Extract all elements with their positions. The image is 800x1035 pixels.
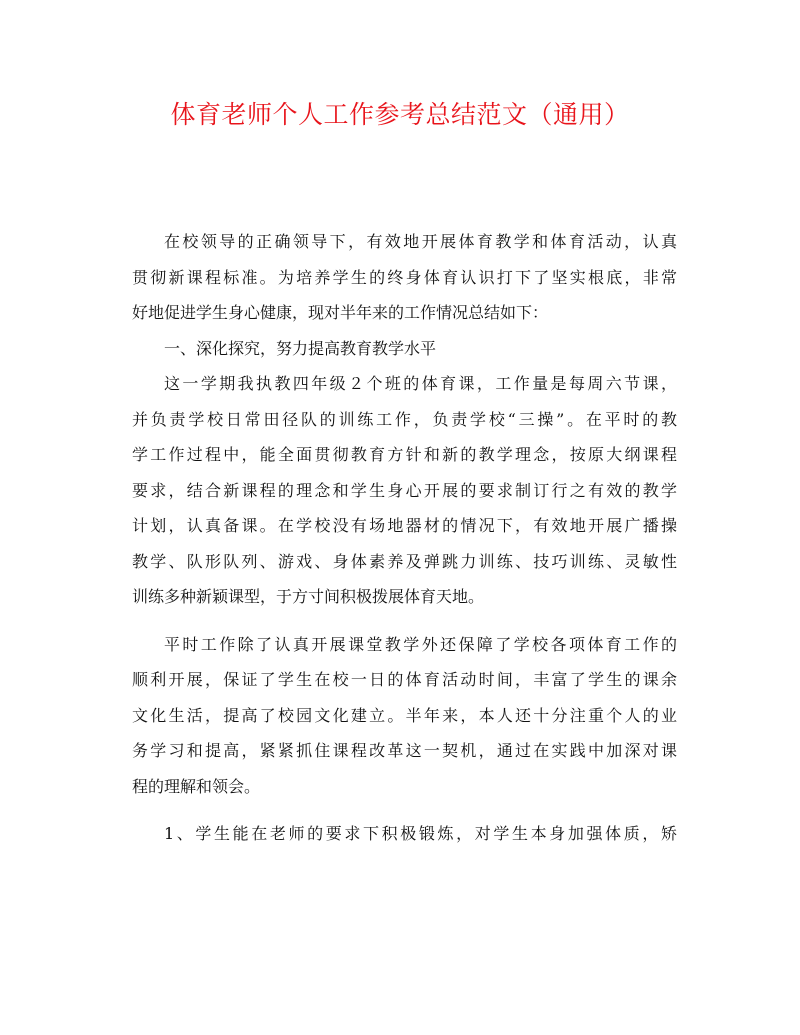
paragraph-line: 文化生活，提高了校园文化建立。半年来，本人还十分注重个人的业 (132, 705, 677, 725)
paragraph-gap (132, 804, 677, 816)
paragraph-line: 教学、队形队列、游戏、身体素养及弹跳力训练、技巧训练、灵敏性 (132, 551, 677, 571)
paragraph-line: 务学习和提高，紧紧抓住课程改革这一契机，通过在实践中加深对课 (132, 741, 677, 760)
paragraph-line: 平时工作除了认真开展课堂教学外还保障了学校各项体育工作的 (164, 634, 677, 654)
section-heading: 一、深化探究，努力提高教育教学水平 (164, 338, 437, 358)
list-item-line: 1、学生能在老师的要求下积极锻炼，对学生本身加强体质，矫 (164, 824, 677, 843)
paragraph-line: 要求，结合新课程的理念和学生身心开展的要求制订行之有效的教学 (132, 480, 677, 500)
paragraph-line: 顺利开展，保证了学生在校一日的体育活动时间，丰富了学生的课余 (132, 670, 677, 689)
paragraph-line: 贯彻新课程标准。为培养学生的终身体育认识打下了坚实根底，非常 (132, 267, 677, 287)
paragraph-line: 程的理解和领会。 (132, 776, 261, 796)
paragraph-line: 这一学期我执教四年级２个班的体育课，工作量是每周六节课， (164, 374, 677, 393)
paragraph-line: 训练多种新颖课型，于方寸间积极拨展体育天地。 (132, 587, 485, 606)
paragraph-line: 并负责学校日常田径队的训练工作，负责学校“三操”。在平时的教 (132, 409, 677, 429)
paragraph-gap (132, 615, 677, 627)
paragraph-line: 在校领导的正确领导下，有效地开展体育教学和体育活动，认真 (164, 232, 677, 251)
document-body (132, 224, 677, 852)
document-title: 体育老师个人工作参考总结范文（通用） (170, 100, 630, 129)
paragraph-line: 计划，认真备课。在学校没有场地器材的情况下，有效地开展广播操 (132, 516, 677, 535)
paragraph-line: 学工作过程中，能全面贯彻教育方针和新的教学理念，按原大纲课程 (132, 445, 677, 464)
paragraph-line: 好地促进学生身心健康，现对半年来的工作情况总结如下： (132, 303, 549, 322)
